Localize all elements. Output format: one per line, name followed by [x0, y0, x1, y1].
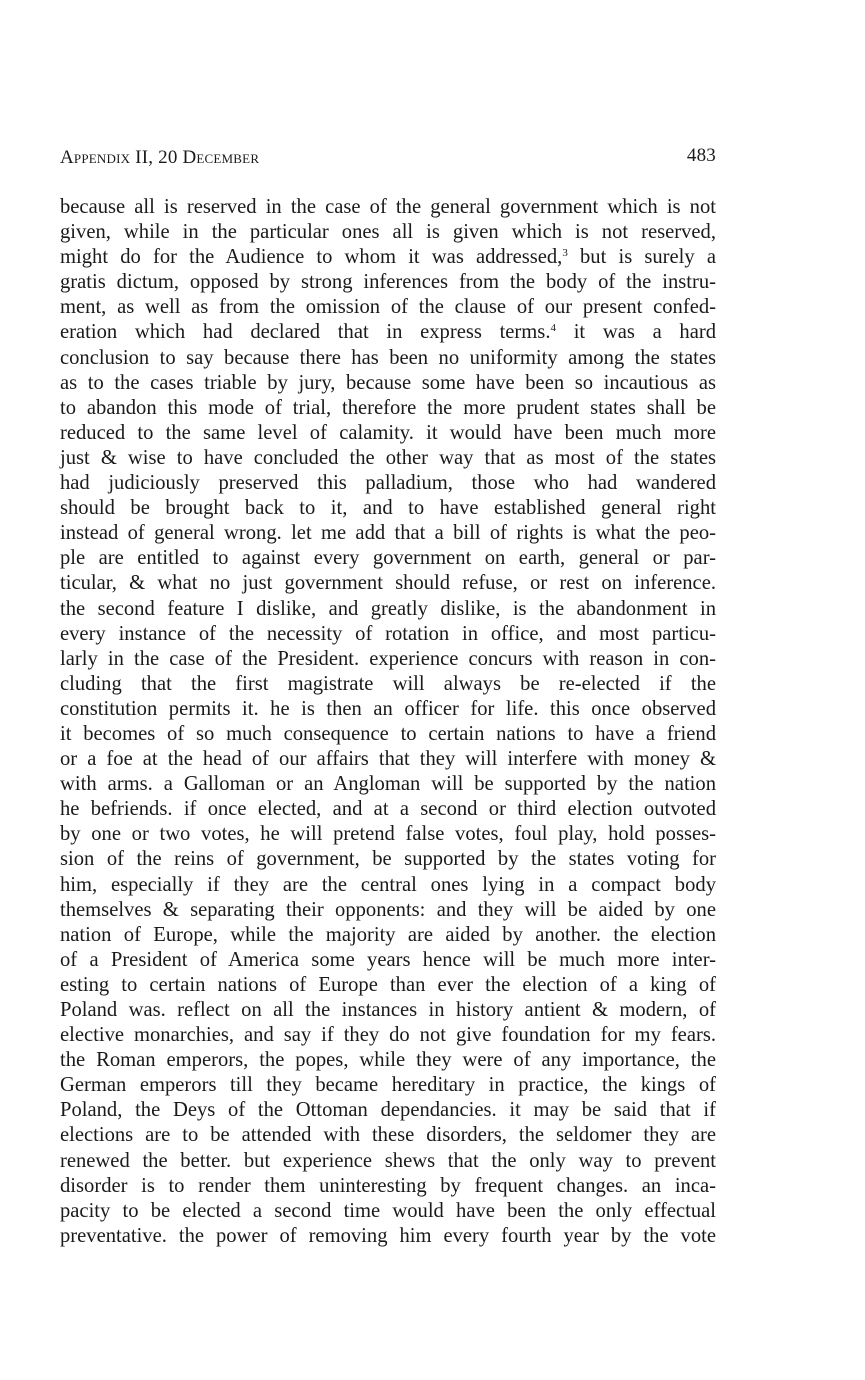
text-line: [60, 471, 716, 496]
text-line: [60, 597, 716, 622]
text-line: [60, 421, 716, 446]
line-text: sion of the reins of government, be supported by the states voting for: [60, 848, 716, 871]
text-line: [60, 1098, 716, 1123]
text-line: [60, 722, 716, 747]
text-line: [60, 521, 716, 546]
text-line: [60, 747, 716, 772]
text-line: [60, 245, 716, 270]
text-line: [60, 697, 716, 722]
text-line: [60, 1023, 716, 1048]
text-line: [60, 622, 716, 647]
line-text: elections are to be attended with these disorders, the seldomer they are: [60, 1124, 716, 1147]
footnote-marker[interactable]: 4: [550, 322, 556, 335]
text-line: [60, 772, 716, 797]
line-text: as to the cases triable by jury, because some have been so incautious as: [60, 371, 716, 394]
line-text: conclusion to say because there has been no uniformity among the states: [60, 346, 716, 369]
line-text: instead of general wrong. let me add that a bill of rights is what the peo-: [60, 522, 716, 545]
line-text: Poland, the Deys of the Ottoman dependancies. it may be said that if: [60, 1099, 716, 1122]
line-text: the second feature I dislike, and greatly dislike, is the abandonment in: [60, 597, 716, 620]
text-line: [60, 998, 716, 1023]
text-line: [60, 797, 716, 822]
text-line: [60, 270, 716, 295]
text-line: [60, 973, 716, 998]
line-text: by one or two votes, he will pretend false votes, foul play, hold posses-: [60, 823, 716, 846]
text-line: [60, 873, 716, 898]
text-line: [60, 546, 716, 571]
text-line: [60, 672, 716, 697]
line-text: every instance of the necessity of rotation in office, and most particu-: [60, 622, 716, 645]
text-line: [60, 295, 716, 320]
line-text: gratis dictum, opposed by strong inferences from the body of the instru-: [60, 271, 716, 294]
line-text: had judiciously preserved this palladium, those who had wandered: [60, 472, 716, 495]
line-text: or a foe at the head of our affairs that they will interfere with money &: [60, 748, 716, 771]
text-line: [60, 195, 716, 220]
line-text: he befriends. if once elected, and at a second or third election outvoted: [60, 798, 716, 821]
line-text: ticular, & what no just government should refuse, or rest on inference.: [60, 572, 716, 595]
text-line: [60, 346, 716, 371]
running-head: [60, 143, 716, 175]
line-text-continued: it was a hard: [555, 321, 717, 344]
line-text: disorder is to render them uninteresting by frequent changes. an inca-: [60, 1174, 716, 1197]
text-line: [60, 220, 716, 245]
line-text: with arms. a Galloman or an Angloman will be supported by the nation: [60, 773, 716, 796]
text-line: [60, 1224, 716, 1249]
line-text: cluding that the first magistrate will always be re-elected if the: [60, 672, 716, 695]
line-text: esting to certain nations of Europe than ever the election of a king of: [60, 973, 716, 996]
text-line: [60, 847, 716, 872]
line-text: it becomes of so much consequence to certain nations to have a friend: [60, 722, 716, 745]
line-text: of a President of America some years hence will be much more inter-: [60, 948, 716, 971]
text-line: [60, 1199, 716, 1224]
body-text: [60, 195, 716, 1249]
footnote-marker[interactable]: 3: [562, 247, 568, 260]
text-line: [60, 571, 716, 596]
text-line: [60, 396, 716, 421]
text-line: [60, 822, 716, 847]
line-text: ple are entitled to against every government on earth, general or par-: [60, 547, 716, 570]
line-text: to abandon this mode of trial, therefore the more prudent states shall be: [60, 396, 716, 419]
text-line: [60, 496, 716, 521]
line-text: nation of Europe, while the majority are aided by another. the election: [60, 923, 716, 946]
line-text: Poland was. reflect on all the instances in history antient & modern, of: [60, 999, 716, 1021]
line-text: might do for the Audience to whom it was addressed,: [60, 246, 563, 269]
line-text: ment, as well as from the omission of the clause of our present confed-: [60, 296, 716, 319]
text-line: [60, 446, 716, 471]
line-text: elective monarchies, and say if they do not give foundation for my fears.: [60, 1024, 716, 1047]
line-text: the Roman emperors, the popes, while they were of any importance, the: [60, 1049, 716, 1072]
line-text: just & wise to have concluded the other way that as most of the states: [60, 446, 716, 469]
running-title: Appendix II, 20 December: [60, 147, 260, 168]
text-line: [60, 1123, 716, 1148]
text-line: [60, 647, 716, 672]
line-text: given, while in the particular ones all is given which is not reserved,: [60, 221, 716, 244]
page-number: 483: [686, 145, 716, 166]
text-line: [60, 1048, 716, 1073]
line-text: constitution permits it. he is then an officer for life. this once observed: [60, 697, 716, 720]
text-line: [60, 1073, 716, 1098]
line-text: larly in the case of the President. experience concurs with reason in con-: [60, 647, 716, 670]
line-text: because all is reserved in the case of the general government which is not: [60, 196, 716, 218]
book-page: [60, 143, 716, 1249]
text-line: [60, 371, 716, 396]
text-line: [60, 1174, 716, 1199]
text-line: [60, 320, 716, 345]
line-text: eration which had declared that in express terms.: [60, 321, 551, 344]
text-line: [60, 948, 716, 973]
line-text-continued: but is surely a: [567, 246, 716, 269]
text-line: [60, 1149, 716, 1174]
line-text: themselves & separating their opponents: and they will be aided by one: [60, 898, 716, 921]
line-text: preventative. the power of removing him every fourth year by the vote: [60, 1224, 716, 1247]
line-text: reduced to the same level of calamity. it would have been much more: [60, 421, 716, 444]
line-text: renewed the better. but experience shews that the only way to prevent: [60, 1149, 716, 1172]
text-line: [60, 898, 716, 923]
line-text: should be brought back to it, and to have established general right: [60, 497, 716, 520]
line-text: pacity to be elected a second time would have been the only effectual: [60, 1199, 716, 1222]
line-text: German emperors till they became hereditary in practice, the kings of: [60, 1074, 716, 1097]
text-line: [60, 923, 716, 948]
line-text: him, especially if they are the central ones lying in a compact body: [60, 873, 716, 896]
